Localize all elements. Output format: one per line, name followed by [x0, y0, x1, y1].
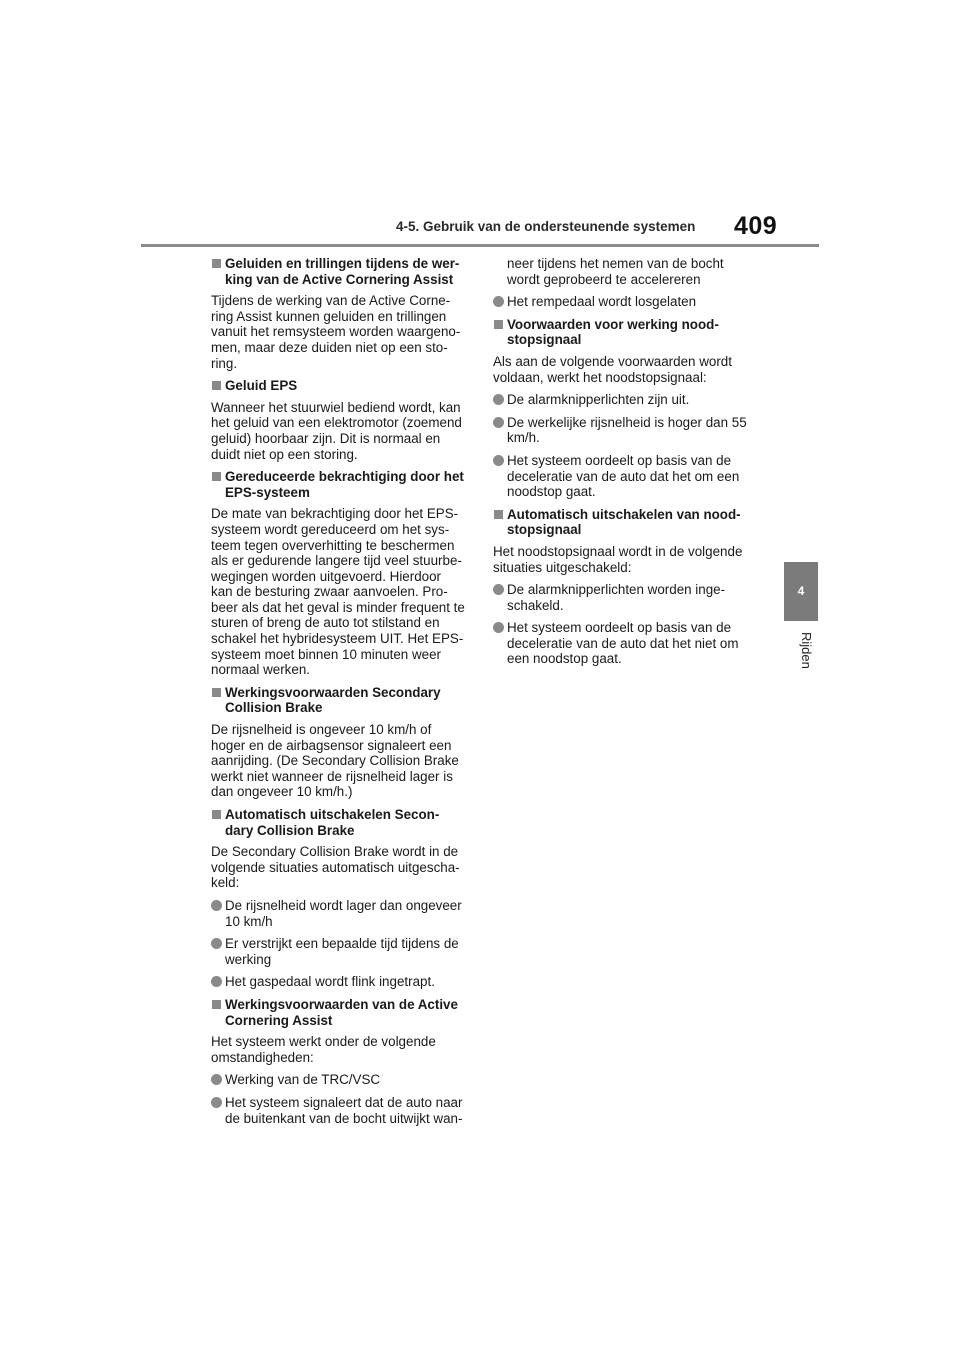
- list-item-text: De alarmknipperlichten worden inge- schakeld.: [507, 582, 726, 613]
- paragraph: Wanneer het stuurwiel bediend wordt, kan het geluid van een elektromotor (zoemend geluid) hoorbaar zijn. Dit is normaal en duidt niet op een storing.: [211, 399, 462, 462]
- square-bullet-icon: [212, 381, 221, 390]
- section-heading: [211, 378, 471, 394]
- paragraph: Het systeem werkt onder de volgende omstandigheden:: [211, 1034, 436, 1065]
- chapter-tab: 4: [784, 562, 818, 621]
- paragraph: Het noodstopsignaal wordt in de volgende situaties uitgeschakeld:: [493, 543, 743, 575]
- square-bullet-icon: [212, 810, 221, 819]
- list-item-continuation: neer tijdens het nemen van de bocht wordt geprobeerd te accelereren: [507, 256, 724, 287]
- section-heading: [493, 507, 753, 538]
- list-item: [211, 974, 471, 990]
- circle-bullet-icon: [211, 900, 222, 911]
- section-title: 4-5. Gebruik van de ondersteunende systemen: [396, 219, 696, 234]
- paragraph: De Secondary Collision Brake wordt in de volgende situaties automatisch uitgescha- keld:: [211, 844, 460, 891]
- circle-bullet-icon: [493, 622, 504, 633]
- heading-text: Geluiden en trillingen tijdens de wer- king van de Active Cornering Assist: [225, 256, 460, 287]
- list-item-text: Het gaspedaal wordt flink ingetrapt.: [225, 974, 435, 990]
- list-item-text: Het systeem signaleert dat de auto naar de buitenkant van de bocht uitwijkt wan-: [225, 1094, 463, 1126]
- list-item: [493, 582, 753, 613]
- paragraph: Tijdens de werking van de Active Corne- ring Assist kunnen geluiden en trillingen vanuit het remsysteem worden waargeno- men, maar deze duiden niet op een sto- ring.: [211, 293, 461, 371]
- list-item: [493, 453, 753, 500]
- paragraph: Als aan de volgende voorwaarden wordt voldaan, werkt het noodstopsignaal:: [493, 353, 732, 385]
- heading-text: Gereduceerde bekrachtiging door het EPS-systeem: [225, 469, 464, 500]
- list-item: [211, 936, 471, 967]
- list-item: [211, 1095, 471, 1126]
- list-item-text: Er verstrijkt een bepaalde tijd tijdens de werking: [225, 936, 459, 967]
- list-item: [493, 294, 753, 310]
- list-item-text: De rijsnelheid wordt lager dan ongeveer 10 km/h: [225, 897, 462, 929]
- section-heading: [493, 317, 753, 348]
- section-heading: [211, 256, 471, 287]
- circle-bullet-icon: [493, 296, 504, 307]
- section-heading: [211, 685, 471, 716]
- circle-bullet-icon: [211, 1097, 222, 1108]
- heading-text: Automatisch uitschakelen Secon- dary Collision Brake: [225, 807, 440, 838]
- square-bullet-icon: [212, 688, 221, 697]
- page-number: 409: [734, 212, 778, 240]
- square-bullet-icon: [212, 259, 221, 268]
- section-heading: [211, 807, 471, 838]
- header-divider: [141, 244, 819, 247]
- section-heading: [211, 997, 471, 1028]
- list-item-text: Het systeem oordeelt op basis van de deceleratie van de auto dat het om een noodstop gaat.: [507, 452, 740, 500]
- circle-bullet-icon: [493, 394, 504, 405]
- square-bullet-icon: [212, 472, 221, 481]
- circle-bullet-icon: [211, 938, 222, 949]
- list-item: [493, 620, 753, 667]
- list-item-text: Het systeem oordeelt op basis van de deceleratie van de auto dat het niet om een noodstop gaat.: [507, 620, 739, 667]
- heading-text: Werkingsvoorwaarden van de Active Cornering Assist: [225, 996, 458, 1028]
- heading-text: Geluid EPS: [225, 378, 298, 394]
- chapter-label: Rijden: [799, 632, 814, 669]
- paragraph: De mate van bekrachtiging door het EPS- systeem wordt gereduceerd om het sys- teem tegen oververhitting te beschermen als er gedurende langere tijd veel stuurbe- wegingen worden uitgevoerd. Hierdoor kan de besturing zwaar aanvoelen. Pro- beer als dat het geval is minder frequent te sturen of breng de auto tot stilstand en schakel het hybridesysteem UIT. Het EPS- systeem moet binnen 10 minuten weer normaal werken.: [211, 506, 465, 678]
- list-item-text: Het rempedaal wordt losgelaten: [507, 294, 697, 310]
- paragraph: De rijsnelheid is ongeveer 10 km/h of hoger en de airbagsensor signaleert een aanrijding. (De Secondary Collision Brake werkt niet wanneer de rijsnelheid lager is dan ongeveer 10 km/h.): [211, 722, 459, 800]
- circle-bullet-icon: [493, 455, 504, 466]
- square-bullet-icon: [494, 510, 503, 519]
- list-item: [493, 415, 753, 446]
- list-item: [211, 898, 471, 929]
- square-bullet-icon: [212, 1000, 221, 1009]
- heading-text: Voorwaarden voor werking nood- stopsignaal: [507, 316, 719, 348]
- list-item: [493, 392, 753, 408]
- section-heading: [211, 469, 471, 500]
- heading-text: Automatisch uitschakelen van nood- stopsignaal: [507, 506, 741, 538]
- list-item: [211, 1072, 471, 1088]
- circle-bullet-icon: [493, 584, 504, 595]
- circle-bullet-icon: [493, 417, 504, 428]
- left-column: [211, 256, 471, 1133]
- square-bullet-icon: [494, 320, 503, 329]
- circle-bullet-icon: [211, 1074, 222, 1085]
- list-item-text: De werkelijke rijsnelheid is hoger dan 55 km/h.: [507, 414, 747, 446]
- list-item-text: Werking van de TRC/VSC: [225, 1072, 381, 1088]
- list-item-text: De alarmknipperlichten zijn uit.: [507, 392, 690, 408]
- heading-text: Werkingsvoorwaarden Secondary Collision Brake: [225, 684, 441, 716]
- circle-bullet-icon: [211, 976, 222, 987]
- right-column: [493, 256, 753, 674]
